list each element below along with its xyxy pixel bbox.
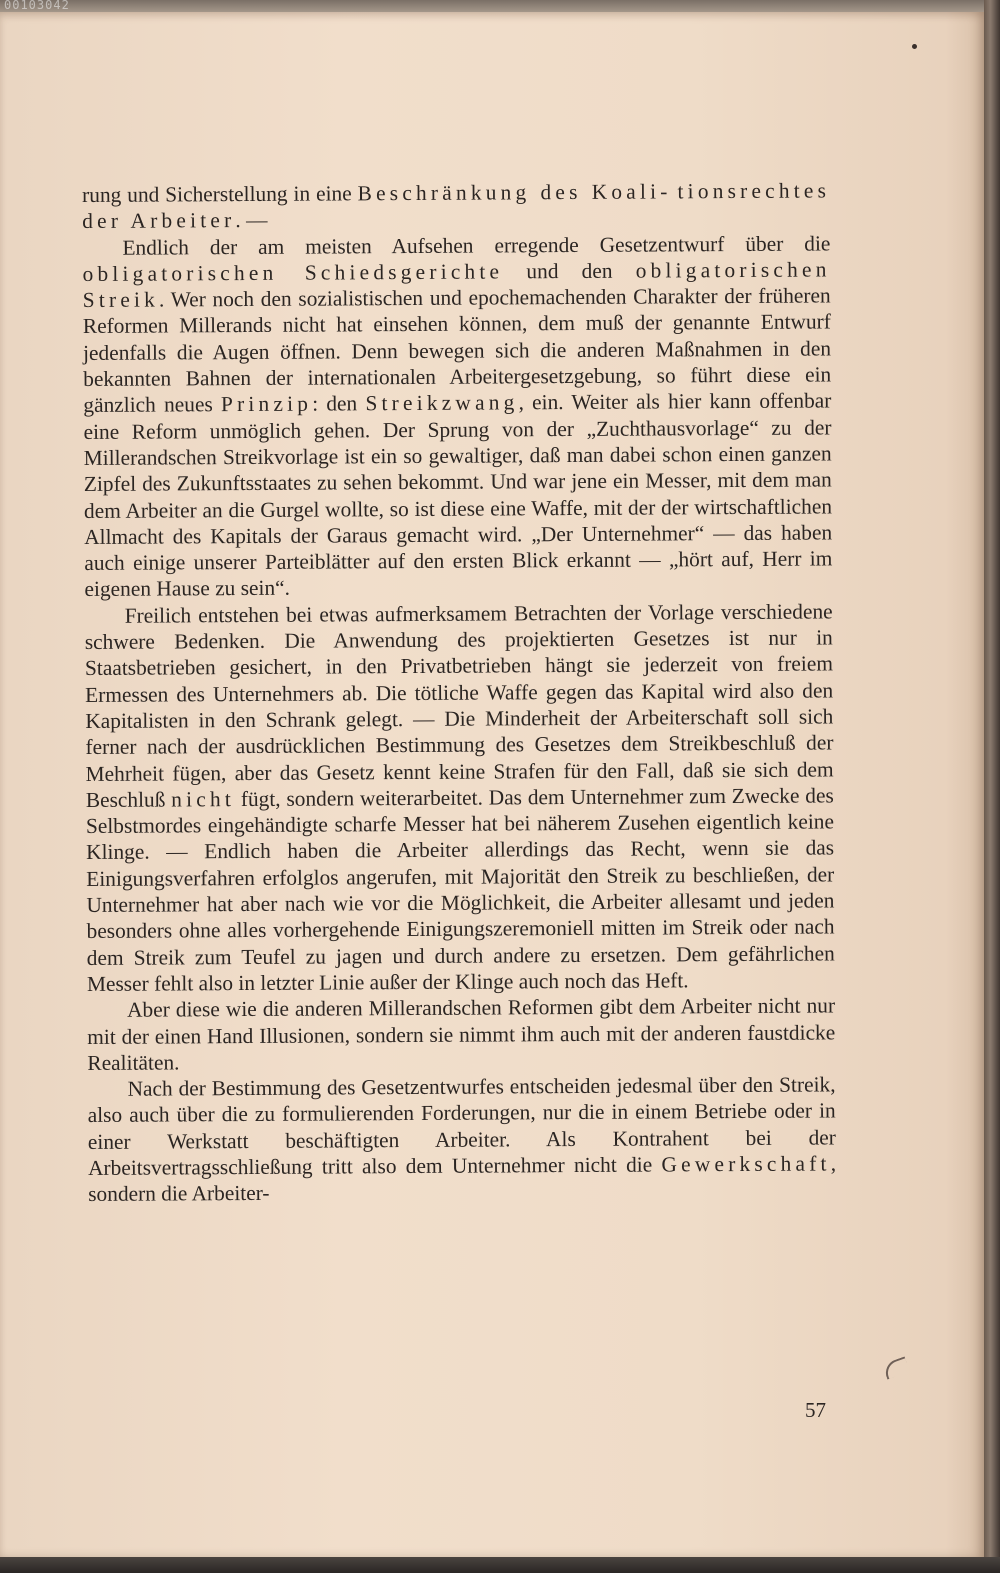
spaced-emphasis: Gewerkschaft <box>661 1151 831 1177</box>
book-page <box>0 10 985 1558</box>
spaced-emphasis: tionsrechtes der Arbeiter <box>82 178 831 234</box>
pencil-mark <box>882 1356 910 1379</box>
scan-top-edge <box>0 0 1000 12</box>
spaced-emphasis: obligatorischen Schiedsgerichte <box>82 259 504 286</box>
text-run: . Wer noch den sozialistischen und epochemachenden Charakter der früheren Reformen Millerands nicht hat einsehen können, dem muß der genannte Entwurf jedenfalls die Augen öffnen. Denn bewegen sich die anderen Maßnahmen in den bekannten Bahnen der internationalen Arbeitergesetzgebung, so führt diese ein gänzlich neues <box>82 283 832 418</box>
paragraph <box>82 230 832 603</box>
text-run: und den <box>503 258 636 284</box>
paragraph <box>87 1072 836 1208</box>
text-run: fügt, sondern weiterarbeitet. Das dem Unternehmer zum Zwecke des Selbstmordes eingehändigte scharfe Messer hat bei näherem Zusehen eigentlich keine Klinge. — Endlich haben die Arbeiter allerdings das Recht, wenn sie das Einigungsverfahren erfolglos angerufen, mit Majorität den Streik zu beschließen, der Unternehmer hat aber nach wie vor die Möglichkeit, die Arbeiter allesamt und jeden besonders ohne alles vorhergehende Einigungszeremoniell mitten im Streik oder nach dem Streik zum Teufel zu jagen und durch andere zu ersetzen. Dem gefährlichen Messer fehlt also in letzter Linie außer der Klinge auch noch das Heft. <box>85 783 835 996</box>
spaced-emphasis: nicht <box>171 786 236 812</box>
paragraph <box>82 177 830 234</box>
paragraph <box>87 993 835 1076</box>
text-run: Aber diese wie die anderen Millerandschen Reformen gibt dem Arbeiter nicht nur mit der einen Hand Illusionen, sondern sie nimmt ihm auch mit der anderen faustdicke Realitäten. <box>87 993 836 1075</box>
page-number: 57 <box>805 1398 826 1422</box>
text-run: , sondern die Arbeiter- <box>88 1151 837 1207</box>
book-binding-edge <box>984 0 1000 1573</box>
text-run: . — <box>235 208 268 233</box>
ink-speck <box>912 44 917 49</box>
text-run: rung und Sicherstellung in eine <box>82 181 358 207</box>
text-run: Freilich entstehen bei etwas aufmerksamem Betrachten der Vorlage verschiedene schwere Bedenken. Die Anwendung des projektierten Gesetzes ist nur in Staatsbetrieben gesichert, in den Privatbetrieben hängt sie jederzeit von freiem Ermessen des Unternehmers ab. Die tötliche Waffe gegen das Kapital wird also den Kapitalisten in den Schrank gelegt. — Die Minderheit der Arbeiterschaft soll sich ferner nach der ausdrücklichen Bestimmung des Gesetzes dem Streikbeschluß der Mehrheit fügen, aber das Gesetz kennt keine Strafen für den Fall, daß sie sich dem Beschluß <box>84 599 834 812</box>
archive-reference: 00103042 <box>4 0 70 12</box>
scan-bottom-edge <box>0 1557 1000 1573</box>
body-text <box>82 177 836 1207</box>
text-run: , ein. Weiter als hier kann offenbar eine Reform unmöglich gehen. Der Sprung von der „Zuchthausvorlage“ zu der Millerandschen Streikvorlage ist ein so gewaltiger, daß man dabei schon einen ganzen Zipfel des Zukunftsstaates zu sehen bekommt. Und war jene ein Messer, mit dem man dem Arbeiter an die Gurgel wollte, so ist diese eine Waffe, mit der der wirtschaftlichen Allmacht des Kapitals der Garaus gemacht wird. „Der Unternehmer“ — das haben auch einige unserer Parteiblätter auf den ersten Blick erkannt — „hört auf, Herr im eigenen Hause zu sein“. <box>83 388 833 602</box>
spaced-emphasis: Prinzip <box>220 391 313 417</box>
spaced-emphasis: Streikzwang <box>365 390 519 416</box>
text-run: Endlich der am meisten Aufsehen erregende Gesetzentwurf über die <box>122 231 831 260</box>
text-run: Nach der Bestimmung des Gesetzentwurfes entscheiden jedesmal über den Streik, also auch über die zu formulierenden Forderungen, nur die in einem Betriebe oder in einer Werkstatt beschäftigten Arbeiter. Als Kontrahent bei der Arbeitsvertragsschließung tritt also dem Unternehmer nicht die <box>87 1072 836 1180</box>
spaced-emphasis: Beschränkung des Koali- <box>357 179 672 206</box>
text-run: : den <box>312 391 366 416</box>
paragraph <box>85 598 835 997</box>
spaced-emphasis: obligatorischen Streik <box>82 257 831 313</box>
